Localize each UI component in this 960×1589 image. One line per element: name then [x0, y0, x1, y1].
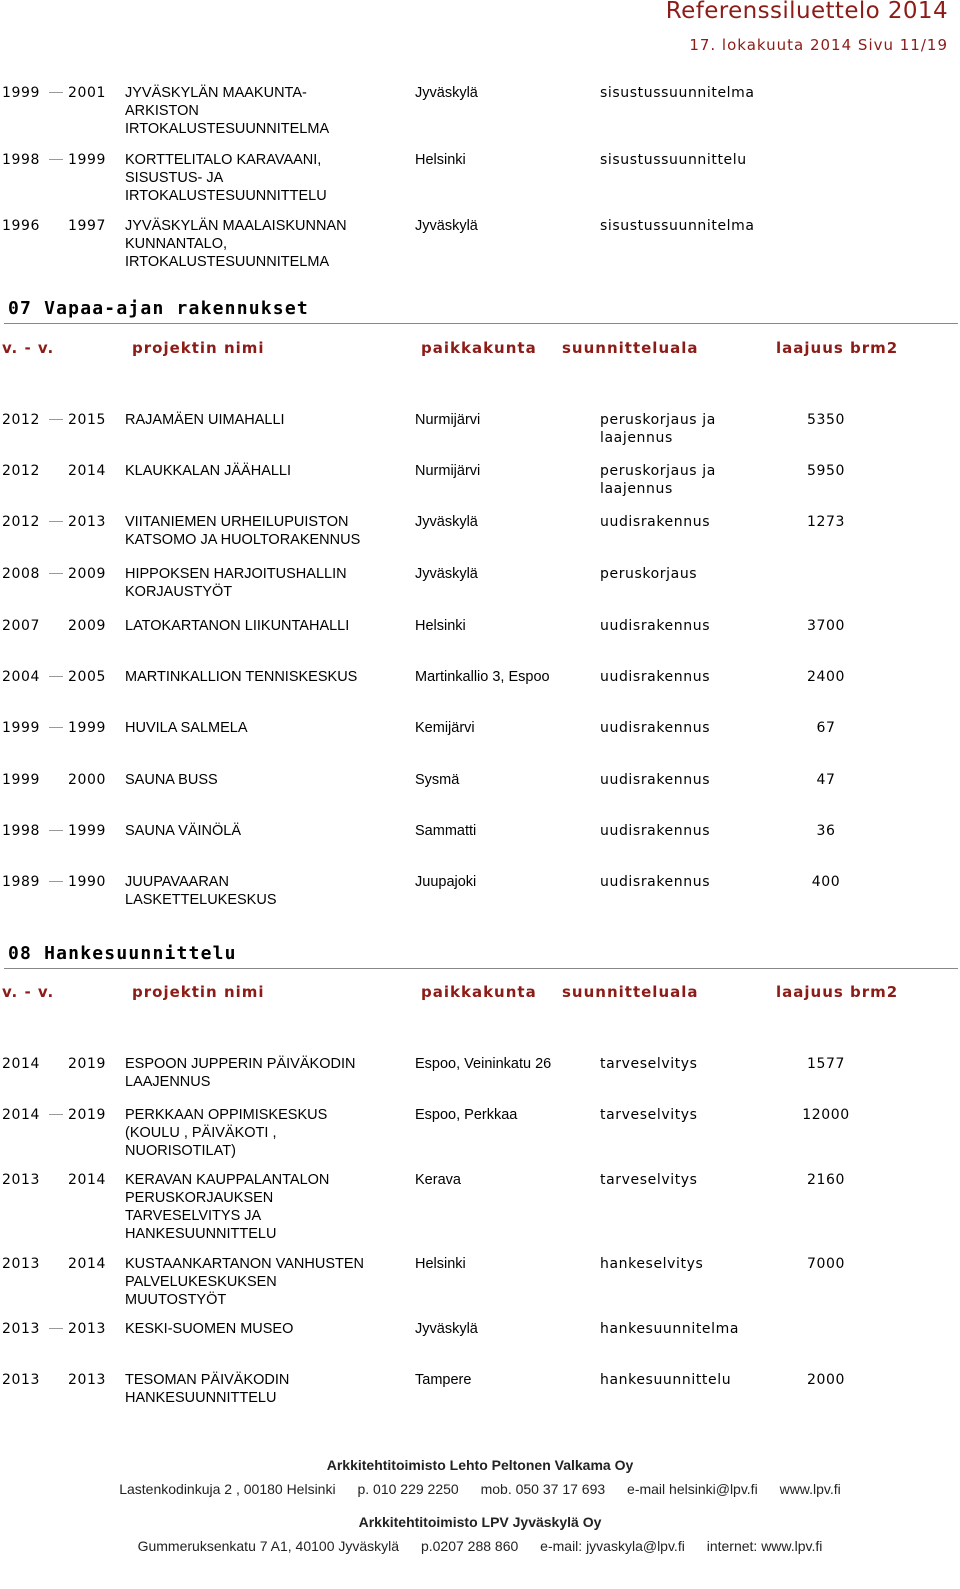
start-year: 1996: [2, 218, 41, 234]
year-range-dash: [49, 573, 63, 574]
project-location: Helsinki: [415, 152, 466, 168]
year-range-dash: [49, 419, 63, 420]
footer-email: e-mail helsinki@lpv.fi: [627, 1481, 758, 1497]
start-year: 2013: [2, 1372, 41, 1388]
year-range-dash: [49, 1114, 63, 1115]
gross-area: 12000: [802, 1107, 850, 1123]
start-year: 1999: [2, 720, 41, 736]
project-location: Helsinki: [415, 618, 466, 634]
year-range-dash: [49, 1328, 63, 1329]
end-year: 2009: [68, 566, 107, 582]
start-year: 2013: [2, 1172, 41, 1188]
start-year: 1998: [2, 152, 41, 168]
footer-website: internet: www.lpv.fi: [706, 1538, 823, 1554]
gross-area: 1273: [806, 514, 846, 530]
col-head-area: suunnitteluala: [562, 983, 699, 1001]
design-scope: hankesuunnittelu: [600, 1372, 732, 1388]
start-year: 2014: [2, 1056, 41, 1072]
project-location: Sysmä: [415, 772, 460, 788]
design-scope: uudisrakennus: [600, 772, 711, 788]
design-scope: hankesuunnitelma: [600, 1321, 740, 1337]
footer-contact-jyvaskyla: [0, 1538, 960, 1554]
footer-company-jyvaskyla: Arkkitehtitoimisto LPV Jyväskylä Oy: [358, 1514, 602, 1530]
design-scope: peruskorjaus ja laajennus: [600, 412, 716, 446]
design-scope: uudisrakennus: [600, 669, 711, 685]
end-year: 1997: [68, 218, 107, 234]
project-location: Tampere: [415, 1372, 472, 1388]
project-location: Nurmijärvi: [415, 412, 481, 428]
end-year: 2013: [68, 1321, 107, 1337]
section-title: 08 Hankesuunnittelu: [8, 943, 237, 964]
gross-area: 1577: [806, 1056, 846, 1072]
project-location: Kerava: [415, 1172, 461, 1188]
footer-phone: p.0207 288 860: [420, 1538, 519, 1554]
design-scope: sisustussuunnitelma: [600, 85, 755, 101]
design-scope: uudisrakennus: [600, 514, 711, 530]
col-head-name: projektin nimi: [132, 983, 265, 1001]
design-scope: uudisrakennus: [600, 618, 711, 634]
start-year: 2008: [2, 566, 41, 582]
col-head-place: paikkakunta: [421, 339, 537, 357]
end-year: 1999: [68, 152, 107, 168]
project-location: Nurmijärvi: [415, 463, 481, 479]
design-scope: peruskorjaus: [600, 566, 698, 582]
end-year: 2014: [68, 1172, 107, 1188]
end-year: 2015: [68, 412, 107, 428]
project-name: JYVÄSKYLÄN MAAKUNTA- ARKISTON IRTOKALUSTESUUNNITELMA: [125, 85, 330, 137]
project-location: Jyväskylä: [415, 514, 478, 530]
gross-area: 400: [811, 874, 841, 890]
design-scope: tarveselvitys: [600, 1056, 698, 1072]
project-location: Helsinki: [415, 1256, 466, 1272]
project-location: Juupajoki: [415, 874, 477, 890]
end-year: 2009: [68, 618, 107, 634]
project-name: JYVÄSKYLÄN MAALAISKUNNAN KUNNANTALO, IRTOKALUSTESUUNNITELMA: [125, 218, 347, 270]
year-range-dash: [49, 727, 63, 728]
col-head-area: suunnitteluala: [562, 339, 699, 357]
footer-email: e-mail: jyvaskyla@lpv.fi: [540, 1538, 685, 1554]
end-year: 2013: [68, 514, 107, 530]
project-name: MARTINKALLION TENNISKESKUS: [125, 669, 358, 685]
end-year: 2001: [68, 85, 107, 101]
project-name: RAJAMÄEN UIMAHALLI: [125, 412, 285, 428]
project-location: Jyväskylä: [415, 1321, 478, 1337]
project-name: KORTTELITALO KARAVAANI, SISUSTUS- JA IRTOKALUSTESUUNNITTELU: [125, 152, 327, 204]
start-year: 1989: [2, 874, 41, 890]
col-head-years: v. - v.: [2, 983, 55, 1001]
end-year: 2000: [68, 772, 107, 788]
project-name: KERAVAN KAUPPALANTALON PERUSKORJAUKSEN TARVESELVITYS JA HANKESUUNNITTELU: [125, 1172, 330, 1242]
start-year: 2014: [2, 1107, 41, 1123]
col-head-size: laajuus brm2: [776, 983, 899, 1001]
project-location: Martinkallio 3, Espoo: [415, 669, 550, 685]
col-head-name: projektin nimi: [132, 339, 265, 357]
start-year: 2013: [2, 1321, 41, 1337]
project-name: TESOMAN PÄIVÄKODIN HANKESUUNNITTELU: [125, 1372, 290, 1406]
gross-area: 67: [816, 720, 836, 736]
start-year: 2012: [2, 514, 41, 530]
project-location: Jyväskylä: [415, 218, 478, 234]
end-year: 2019: [68, 1107, 107, 1123]
start-year: 2004: [2, 669, 41, 685]
start-year: 2012: [2, 463, 41, 479]
section-title: 07 Vapaa-ajan rakennukset: [8, 298, 309, 319]
project-name: LATOKARTANON LIIKUNTAHALLI: [125, 618, 350, 634]
project-name: ESPOON JUPPERIN PÄIVÄKODIN LAAJENNUS: [125, 1056, 356, 1090]
end-year: 2014: [68, 1256, 107, 1272]
footer-company-helsinki: Arkkitehtitoimisto Lehto Peltonen Valkama Oy: [326, 1457, 634, 1473]
gross-area: 7000: [806, 1256, 846, 1272]
project-name: PERKKAAN OPPIMISKESKUS (KOULU , PÄIVÄKOTI , NUORISOTILAT): [125, 1107, 328, 1159]
project-name: HUVILA SALMELA: [125, 720, 248, 736]
gross-area: 2160: [806, 1172, 846, 1188]
year-range-dash: [49, 676, 63, 677]
design-scope: tarveselvitys: [600, 1107, 698, 1123]
start-year: 1999: [2, 772, 41, 788]
col-head-place: paikkakunta: [421, 983, 537, 1001]
design-scope: tarveselvitys: [600, 1172, 698, 1188]
year-range-dash: [49, 830, 63, 831]
end-year: 2005: [68, 669, 107, 685]
footer-mobile: mob. 050 37 17 693: [480, 1481, 606, 1497]
document-title: Referenssiluettelo 2014: [665, 0, 948, 24]
year-range-dash: [49, 159, 63, 160]
project-location: Jyväskylä: [415, 85, 478, 101]
footer-address: Gummeruksenkatu 7 A1, 40100 Jyväskylä: [137, 1538, 400, 1554]
year-range-dash: [49, 92, 63, 93]
gross-area: 5350: [806, 412, 846, 428]
end-year: 2019: [68, 1056, 107, 1072]
project-location: Kemijärvi: [415, 720, 475, 736]
design-scope: uudisrakennus: [600, 874, 711, 890]
page-header: [0, 0, 960, 70]
year-range-dash: [49, 881, 63, 882]
design-scope: uudisrakennus: [600, 823, 711, 839]
gross-area: 2000: [806, 1372, 846, 1388]
gross-area: 36: [816, 823, 836, 839]
start-year: 2013: [2, 1256, 41, 1272]
design-scope: sisustussuunnittelu: [600, 152, 747, 168]
footer-address: Lastenkodinkuja 2 , 00180 Helsinki: [119, 1481, 336, 1497]
start-year: 2012: [2, 412, 41, 428]
footer-phone: p. 010 229 2250: [357, 1481, 459, 1497]
project-name: KUSTAANKARTANON VANHUSTEN PALVELUKESKUKSEN MUUTOSTYÖT: [125, 1256, 365, 1308]
project-location: Sammatti: [415, 823, 477, 839]
footer-website: www.lpv.fi: [779, 1481, 841, 1497]
gross-area: 5950: [806, 463, 846, 479]
project-name: KLAUKKALAN JÄÄHALLI: [125, 463, 292, 479]
project-location: Jyväskylä: [415, 566, 478, 582]
design-scope: hankeselvitys: [600, 1256, 704, 1272]
project-name: HIPPOKSEN HARJOITUSHALLIN KORJAUSTYÖT: [125, 566, 347, 600]
section-divider: [4, 323, 958, 324]
project-location: Espoo, Perkkaa: [415, 1107, 518, 1123]
col-head-years: v. - v.: [2, 339, 55, 357]
end-year: 1990: [68, 874, 107, 890]
end-year: 2013: [68, 1372, 107, 1388]
end-year: 1999: [68, 823, 107, 839]
design-scope: peruskorjaus ja laajennus: [600, 463, 716, 497]
end-year: 1999: [68, 720, 107, 736]
section-divider: [4, 968, 958, 969]
footer-contact-helsinki: [0, 1481, 960, 1497]
year-range-dash: [49, 521, 63, 522]
gross-area: 47: [816, 772, 836, 788]
project-name: JUUPAVAARAN LASKETTELUKESKUS: [125, 874, 277, 908]
col-head-size: laajuus brm2: [776, 339, 899, 357]
start-year: 1999: [2, 85, 41, 101]
design-scope: uudisrakennus: [600, 720, 711, 736]
gross-area: 2400: [806, 669, 846, 685]
project-name: KESKI-SUOMEN MUSEO: [125, 1321, 294, 1337]
project-location: Espoo, Veininkatu 26: [415, 1056, 552, 1072]
project-name: SAUNA VÄINÖLÄ: [125, 823, 242, 839]
gross-area: 3700: [806, 618, 846, 634]
design-scope: sisustussuunnitelma: [600, 218, 755, 234]
end-year: 2014: [68, 463, 107, 479]
start-year: 2007: [2, 618, 41, 634]
start-year: 1998: [2, 823, 41, 839]
project-name: VIITANIEMEN URHEILUPUISTON KATSOMO JA HUOLTORAKENNUS: [125, 514, 361, 548]
document-date-page: 17. lokakuuta 2014 Sivu 11/19: [689, 36, 948, 54]
project-name: SAUNA BUSS: [125, 772, 218, 788]
